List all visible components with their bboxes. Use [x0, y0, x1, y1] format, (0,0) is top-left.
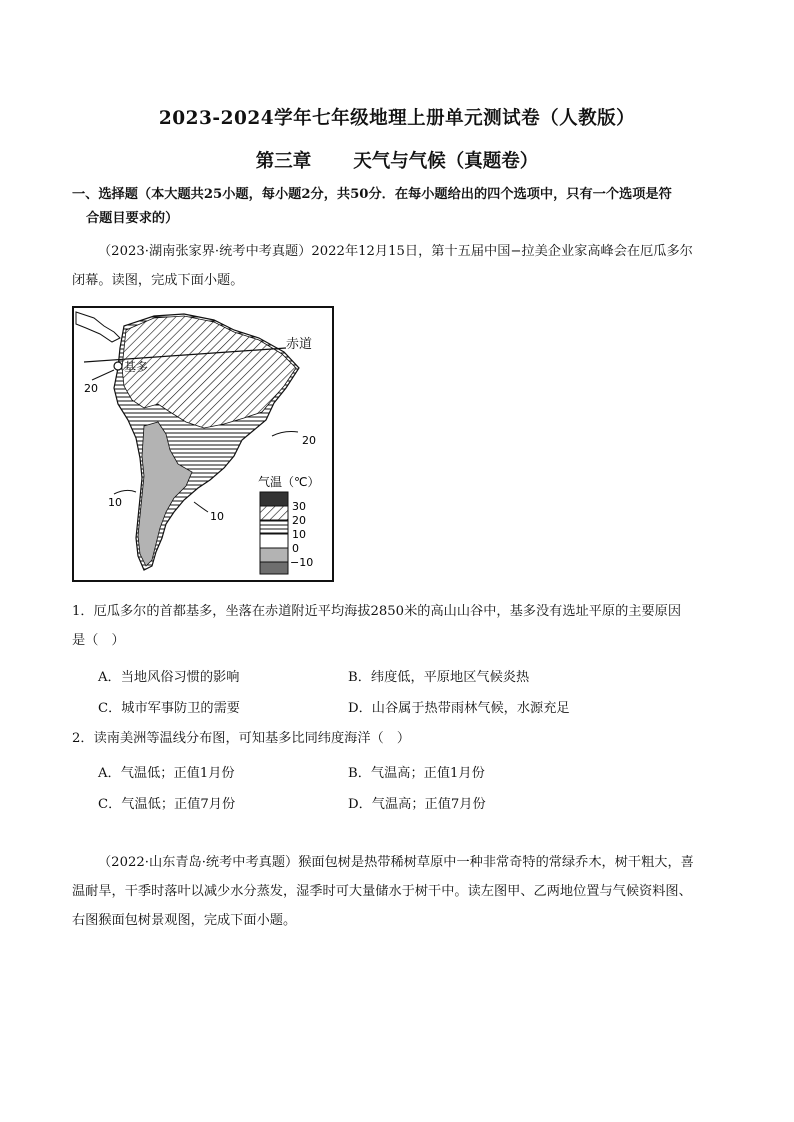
quito-marker [114, 362, 122, 370]
q2-option-a[interactable]: A．气温低；正值1月份 [98, 766, 235, 781]
q2-option-d[interactable]: D．气温高；正值7月份 [348, 797, 486, 812]
quito-label: 基多 [124, 360, 149, 374]
legend-tick-minus10: −10 [290, 556, 314, 569]
isotherm-label-20-east: 20 [302, 434, 316, 447]
q2-stem-line1: 读南美洲等温线分布图，可知基多比同纬度海洋（ ） [93, 731, 411, 746]
map-svg [74, 308, 332, 580]
intro2-line3: 右图猴面包树景观图，完成下面小题。 [72, 913, 297, 928]
q1-option-c[interactable]: C．城市军事防卫的需要 [98, 701, 240, 716]
chapter-title [0, 147, 794, 173]
q1-option-d[interactable]: D．山谷属于热带雨林气候，水源充足 [348, 701, 570, 716]
isotherm-label-20-west: 20 [84, 382, 98, 395]
legend-tick-10: 10 [292, 528, 306, 541]
isotherm-label-10-west: 10 [108, 496, 122, 509]
question-2 [72, 724, 732, 753]
intro-paragraph-2 [72, 848, 722, 935]
section-heading-line1: 一、选择题（本大题共25小题，每小题2分，共50分．在每小题给出的四个选项中，只有一个选项是符 [72, 187, 672, 202]
intro2-line1: （2022·山东青岛·统考中考真题）猴面包树是热带稀树草原中一种非常奇特的常绿乔木，树干粗大，喜 [98, 855, 694, 870]
section-heading [72, 183, 732, 231]
chapter-subtitle: 天气与气候（真题卷） [353, 151, 539, 172]
intro1-line2: 闭幕。读图，完成下面小题。 [72, 273, 244, 288]
equator-label: 赤道 [286, 337, 313, 352]
section-heading-line2: 合题目要求的） [86, 211, 179, 226]
question-1 [72, 597, 732, 655]
q2-option-c[interactable]: C．气温低；正值7月份 [98, 797, 236, 812]
q2-number: 2． [72, 731, 94, 746]
q1-option-b[interactable]: B．纬度低，平原地区气候炎热 [348, 670, 530, 685]
intro2-line2: 温耐旱，干季时落叶以减少水分蒸发，湿季时可大量储水于树干中。读左图甲、乙两地位置与气候资料图、 [72, 884, 692, 899]
isotherm-label-10-east: 10 [210, 510, 224, 523]
q1-stem-line1: 厄瓜多尔的首都基多，坐落在赤道附近平均海拔2850米的高山山谷中，基多没有选址平原的主要原因 [93, 604, 682, 619]
intro-paragraph-1 [72, 237, 722, 295]
exam-title: 2023-2024学年七年级地理上册单元测试卷（人教版） [158, 108, 636, 129]
legend-tick-30: 30 [292, 500, 306, 513]
q2-option-b[interactable]: B．气温高；正值1月份 [348, 766, 485, 781]
legend-title: 气温（℃） [258, 475, 320, 489]
legend-tick-20: 20 [292, 514, 306, 527]
legend-tick-0: 0 [292, 542, 299, 555]
q1-number: 1． [72, 604, 94, 619]
intro1-line1: （2023·湖南张家界·统考中考真题）2022年12月15日，第十五届中国−拉美企业家高峰会在厄瓜多尔 [98, 244, 693, 259]
south-america-isotherm-map [72, 306, 334, 582]
q1-stem-line2: 是（ ） [72, 633, 125, 648]
chapter-label: 第三章 [255, 151, 312, 172]
temperature-legend [258, 474, 319, 574]
q1-option-a[interactable]: A．当地风俗习惯的影响 [98, 670, 240, 685]
